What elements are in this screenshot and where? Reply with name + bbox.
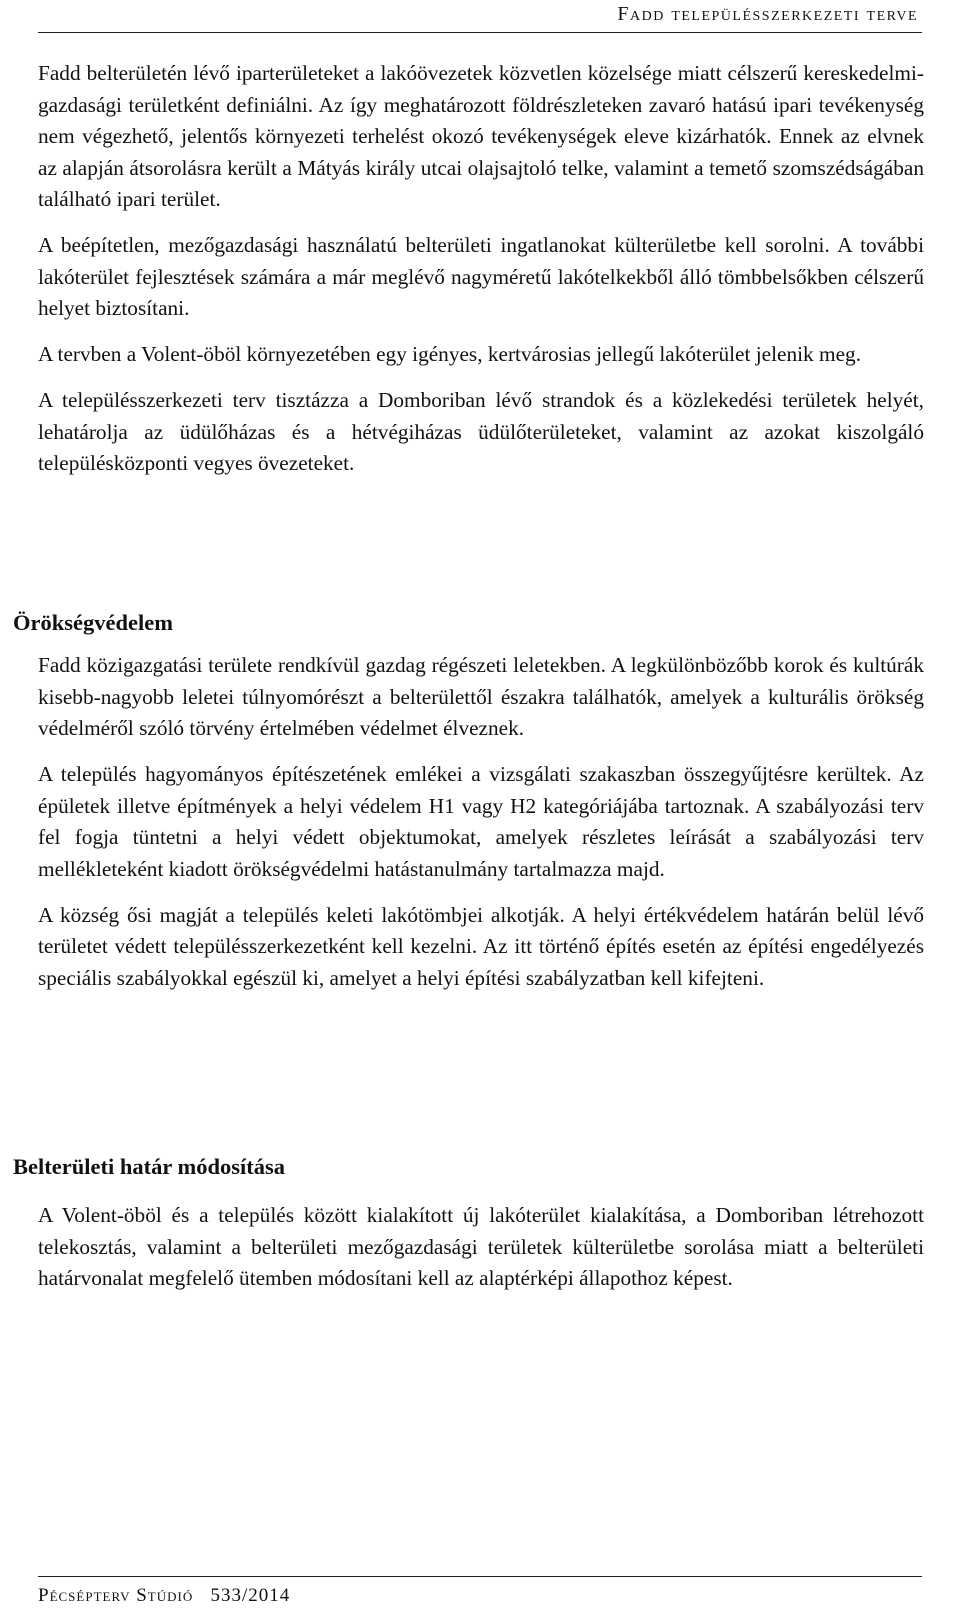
footer-text: Pécsépterv Stúdió 533/2014 [38,1585,291,1606]
heading-heritage: Örökségvédelem [13,610,173,635]
paragraph: Fadd közigazgatási területe rendkívül gazdag régészeti leletekben. A legkülönbözőbb korok és kultúrák kisebb-nagyobb leletei túlnyomórészt a belterülettől északra találhatók, amelyek a kulturális örökség védelméről szóló törvény értelmében védelmet élveznek. [38,653,924,740]
section-boundary-change [38,1200,924,1309]
paragraph: A település hagyományos építészetének emlékei a vizsgálati szakaszban összegyűjtésre kerültek. Az épületek illetve építmények a helyi védelem H1 vagy H2 kategóriájába tartoznak. A szabályozási terv fel fogja tüntetni a helyi védett objektumokat, amelyek részletes leírását a szabályozási terv mellékleteként kiadott örökségvédelmi hatástanulmány tartalmazza majd. [38,762,924,881]
paragraph: A beépítetlen, mezőgazdasági használatú belterületi ingatlanokat külterületbe kell sorolni. A további lakóterület fejlesztések számára a már meglévő nagyméretű lakótelkekből álló tömbbelsőkben célszerű helyet biztosítani. [38,233,924,320]
paragraph: A község ősi magját a település keleti lakótömbjei alkotják. A helyi értékvédelem határán belül lévő területet védett településszerkezetként kell kezelni. Az itt történő építés esetén az építési engedélyezés speciális szabályokkal egészül ki, amelyet a helyi építési szabályzatban kell kifejteni. [38,902,924,990]
paragraph: Fadd belterületén lévő iparterületeket a lakóövezetek közvetlen közelsége miatt célszerű kereskedelmi-gazdasági területként definiálni. Az így meghatározott földrészleteken zavaró hatású ipari tevékenység nem végezhető, jelentős környezeti terhelést okozó tevékenységek eleve kizárhatók. Ennek az elvnek az alapján átsorolásra került a Mátyás király utcai olajsajtoló telke, valamint a temető szomszédságában található ipari terület. [38,61,924,211]
section-land-use [38,58,924,494]
heading-boundary-change: Belterületi határ módosítása [13,1154,286,1179]
section-heritage [38,650,924,1009]
page-footer [38,1576,922,1609]
paragraph: A településszerkezeti terv tisztázza a Domboriban lévő strandok és a közlekedési területek helyét, lehatárolja az üdülőházas és a hétvégiházas üdülőterületeket, valamint az azokat kiszolgáló településközponti vegyes övezeteket. [38,388,924,475]
page-header [38,0,922,33]
paragraph: A Volent-öböl és a település között kialakított új lakóterület kialakítása, a Domboriban létrehozott telekosztás, valamint a belterületi mezőgazdasági területek külterületbe sorolása miatt a belterületi határvonalat megfelelő ütemben módosítani kell az alaptérképi állapothoz képest. [38,1203,924,1290]
paragraph: A tervben a Volent-öböl környezetében egy igényes, kertvárosias jellegű lakóterület jelenik meg. [38,342,862,366]
header-title: Fadd településszerkezeti terve [617,3,918,25]
